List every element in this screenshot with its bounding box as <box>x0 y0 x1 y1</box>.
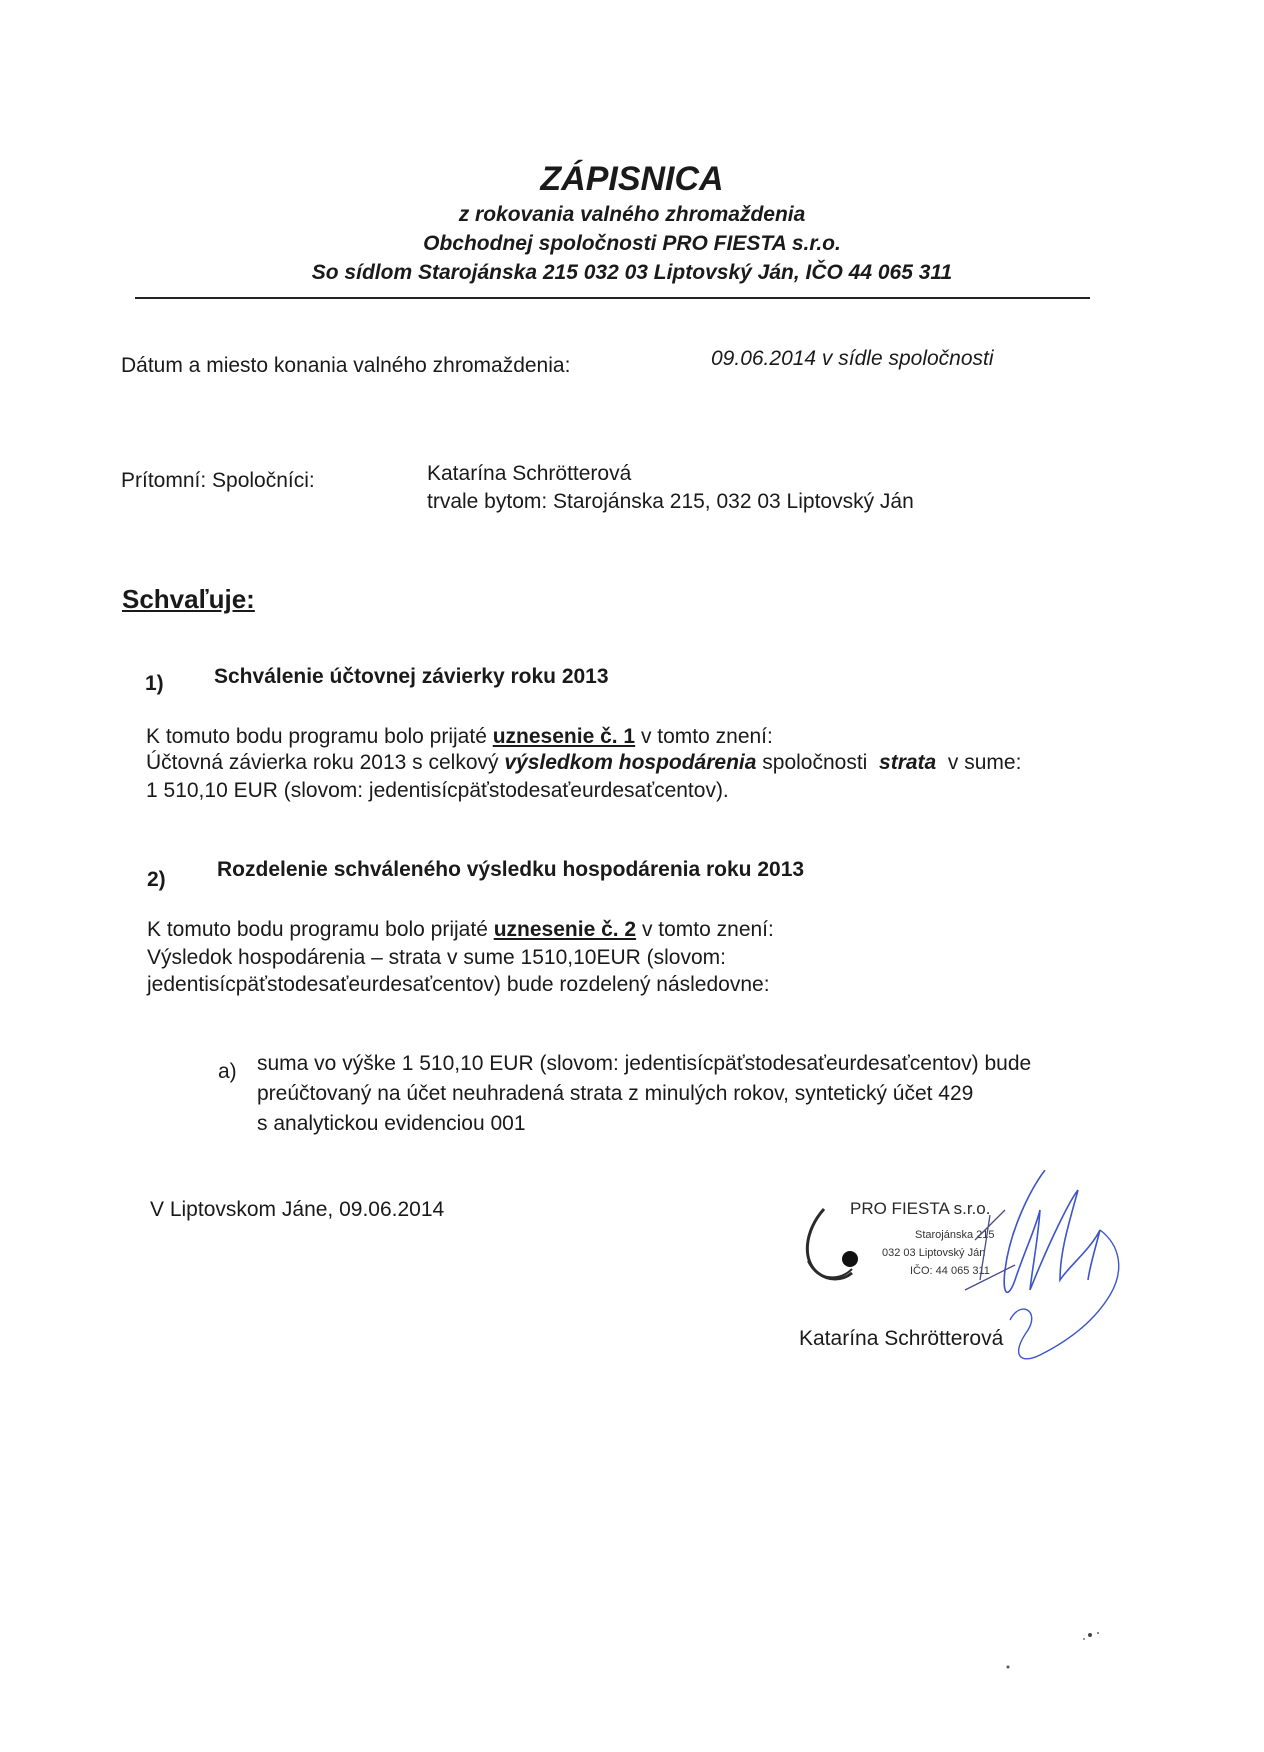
item1-line-2-pre: Účtovná závierka roku 2013 s celkový <box>146 751 505 774</box>
item2-line-1 <box>147 918 774 942</box>
subtitle-line-3: So sídlom Starojánska 215 032 03 Liptovský Ján, IČO 44 065 311 <box>311 261 953 284</box>
present-name: Katarína Schrötterová <box>427 462 632 485</box>
item2-line-2: Výsledok hospodárenia – strata v sume 1510,10EUR (slovom: <box>147 946 726 969</box>
stamp-company-name: PRO FIESTA s.r.o. <box>850 1199 991 1218</box>
sub-item-line-2: preúčtovaný na účet neuhradená strata z minulých rokov, syntetický účet 429 <box>257 1082 974 1105</box>
subtitle-line-2: Obchodnej spoločnosti PRO FIESTA s.r.o. <box>423 232 841 255</box>
item2-title: Rozdelenie schváleného výsledku hospodárenia roku 2013 <box>217 858 805 881</box>
item2-line-1-pre: K tomuto bodu programu bolo prijaté <box>147 918 494 941</box>
present-address: trvale bytom: Starojánska 215, 032 03 Liptovský Ján <box>427 490 914 513</box>
subtitle-line-1: z rokovania valného zhromaždenia <box>458 203 806 226</box>
result-phrase: výsledkom hospodárenia <box>504 751 757 774</box>
sub-item-line-3: s analytickou evidenciou 001 <box>257 1112 526 1135</box>
loss-word: strata <box>879 751 937 774</box>
resolution-2-ref: uznesenie č. 2 <box>493 918 637 941</box>
stamp-street: Starojánska 215 <box>915 1229 995 1241</box>
scan-speck-icon <box>1070 1625 1110 1655</box>
item1-line-3: 1 510,10 EUR (slovom: jedentisícpäťstodesaťeurdesaťcentov). <box>146 779 729 802</box>
stamp-ico: IČO: 44 065 311 <box>910 1265 990 1277</box>
stamp-city: 032 03 Liptovský Ján <box>882 1247 986 1259</box>
present-label: Prítomní: Spoločníci: <box>121 469 315 492</box>
item1-line-2 <box>146 751 1021 775</box>
item1-line-1-post: v tomto znení: <box>635 725 773 748</box>
document-title: ZÁPISNICA <box>540 160 724 198</box>
item1-line-2-mid: spoločnosti <box>756 751 880 774</box>
item2-line-1-post: v tomto znení: <box>636 918 774 941</box>
meeting-label: Dátum a miesto konania valného zhromaždenia: <box>121 354 571 377</box>
item2-line-3: jedentisícpäťstodesaťeurdesaťcentov) bude rozdelený následovne: <box>147 973 770 996</box>
item1-line-1 <box>146 725 773 749</box>
signer-name: Katarína Schrötterová <box>799 1327 1004 1350</box>
sub-item-letter: a) <box>218 1060 237 1083</box>
resolution-1-ref: uznesenie č. 1 <box>492 725 636 748</box>
item1-number: 1) <box>145 672 164 695</box>
approves-heading: Schvaľuje: <box>122 584 255 614</box>
sub-item-line-1: suma vo výške 1 510,10 EUR (slovom: jedentisícpäťstodesaťeurdesaťcentov) bude <box>257 1052 1032 1075</box>
item1-line-1-pre: K tomuto bodu programu bolo prijaté <box>146 725 493 748</box>
item1-line-2-post: v sume: <box>936 751 1022 774</box>
header-rule <box>135 297 1090 299</box>
place-date: V Liptovskom Jáne, 09.06.2014 <box>150 1198 445 1221</box>
item1-title: Schválenie účtovnej závierky roku 2013 <box>214 665 609 688</box>
item2-number: 2) <box>147 868 166 891</box>
scan-dot-icon <box>1003 1662 1013 1672</box>
meeting-value: 09.06.2014 v sídle spoločnosti <box>711 347 994 370</box>
